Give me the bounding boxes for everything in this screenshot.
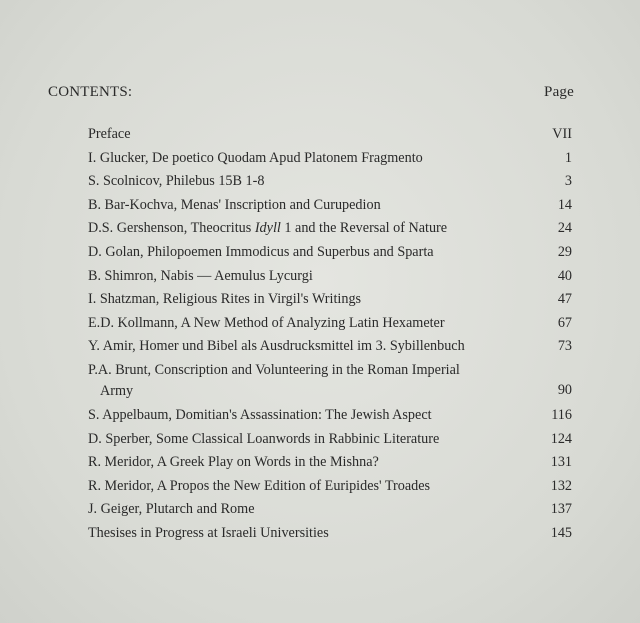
toc-entry-title: R. Meridor, A Greek Play on Words in the Mishna? (88, 454, 379, 471)
toc-entry-page: 73 (557, 338, 572, 355)
toc-entry (88, 335, 572, 359)
toc-entry (88, 123, 572, 147)
toc-entry-page: 3 (564, 173, 572, 190)
toc-entry (88, 522, 572, 546)
toc-entry-page: 132 (550, 477, 572, 494)
toc-title-continuation: Army (100, 383, 134, 400)
toc-entry (88, 475, 572, 499)
toc-entry-page: VII (552, 126, 572, 142)
toc-entry (88, 288, 572, 312)
toc-entry-page: 90 (557, 382, 572, 399)
toc-entry-title: I. Glucker, De poetico Quodam Apud Platonem Fragmento (88, 149, 423, 166)
toc-entry-page: 131 (550, 454, 572, 471)
toc-entry-page: 116 (551, 406, 572, 423)
toc-entry-title: S. Scolnicov, Philebus 15B 1-8 (88, 173, 265, 190)
toc-entry-page: 29 (557, 243, 572, 260)
toc-entry (88, 265, 572, 289)
toc-entry-page: 137 (550, 501, 572, 518)
toc-title-part: 1 and the Reversal of Nature (280, 220, 448, 237)
toc-entry (88, 360, 572, 403)
toc-entry-title: Thesises in Progress at Israeli Universities (88, 524, 329, 541)
toc-entry-title: I. Shatzman, Religious Rites in Virgil's Writings (88, 291, 362, 308)
toc-entry (88, 404, 572, 428)
toc-entry-page: 67 (557, 314, 572, 331)
contents-heading: CONTENTS: (48, 84, 133, 100)
toc-entry (88, 194, 572, 218)
toc-entry-title: B. Bar-Kochva, Menas' Inscription and Curupedion (88, 196, 381, 213)
toc-entry (88, 498, 572, 522)
toc-entry (88, 428, 572, 452)
toc-entry-title (88, 217, 542, 241)
toc-entry-title: E.D. Kollmann, A New Method of Analyzing Latin Hexameter (88, 314, 445, 331)
toc-entry-title (88, 360, 542, 403)
toc-entry-page: 47 (557, 291, 572, 308)
page-column-heading: Page (544, 84, 574, 100)
toc-entry-title: Y. Amir, Homer und Bibel als Ausdrucksmittel im 3. Sybillenbuch (88, 338, 465, 355)
toc-entry (88, 217, 572, 241)
toc-entry (88, 170, 572, 194)
toc-entry (88, 312, 572, 336)
toc-entry-title: D. Golan, Philopoemen Immodicus and Superbus and Sparta (88, 243, 434, 260)
toc-title-line: P.A. Brunt, Conscription and Volunteering in the Roman Imperial (88, 361, 460, 378)
table-of-contents (88, 123, 572, 546)
toc-entry-page: 24 (557, 220, 572, 237)
toc-entry-title: B. Shimron, Nabis — Aemulus Lycurgi (88, 267, 313, 284)
toc-entry-page: 14 (557, 196, 572, 213)
toc-entry (88, 451, 572, 475)
toc-entry-title: Preface (88, 126, 131, 142)
toc-entry-title: S. Appelbaum, Domitian's Assassination: The Jewish Aspect (88, 406, 432, 423)
toc-entry (88, 147, 572, 171)
toc-title-italic: Idyll (254, 220, 281, 237)
toc-entry (88, 241, 572, 265)
toc-entry-page: 124 (550, 430, 572, 447)
toc-title-part: D.S. Gershenson, Theocritus (88, 220, 255, 237)
toc-entry-page: 40 (557, 267, 572, 284)
toc-entry-page: 1 (564, 149, 572, 166)
toc-entry-title: D. Sperber, Some Classical Loanwords in Rabbinic Literature (88, 430, 440, 447)
toc-entry-title: J. Geiger, Plutarch and Rome (88, 501, 255, 518)
toc-entry-page: 145 (550, 524, 572, 541)
toc-entry-title: R. Meridor, A Propos the New Edition of Euripides' Troades (88, 477, 431, 494)
